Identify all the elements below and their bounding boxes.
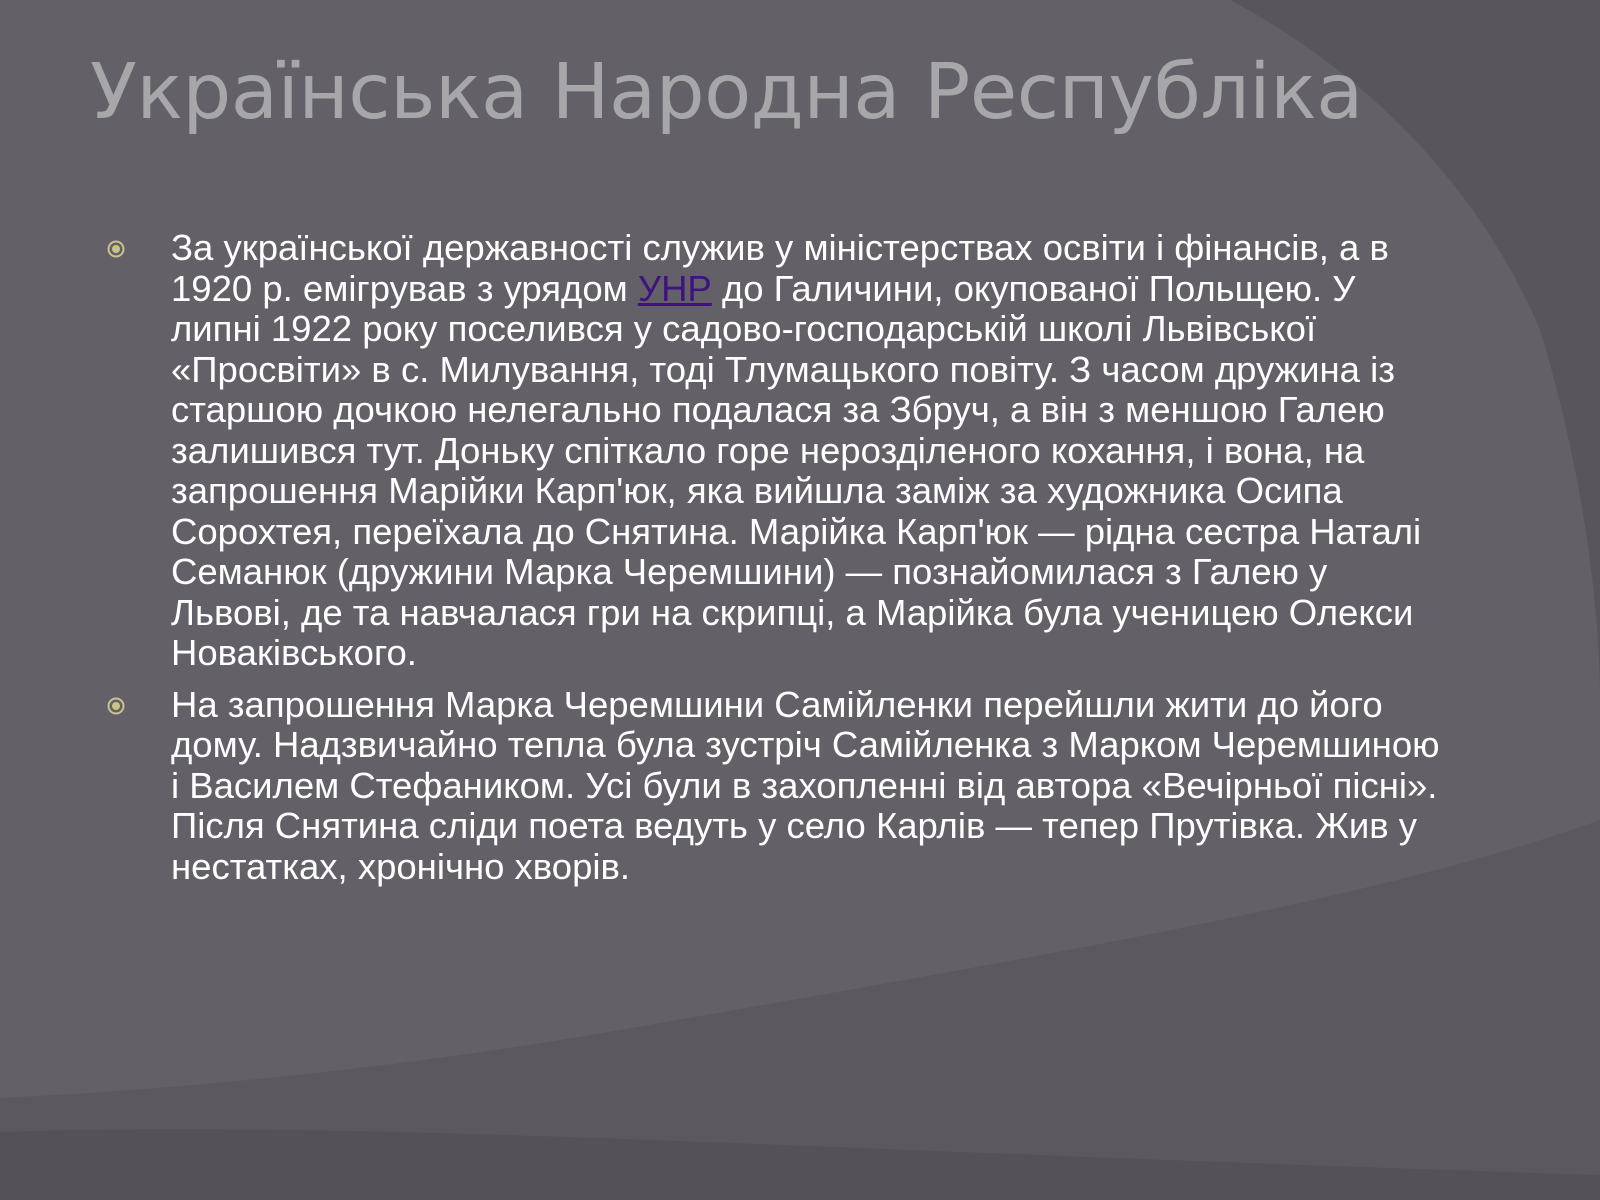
bullet-item: [100, 685, 1440, 888]
unr-link[interactable]: УНР: [637, 267, 712, 309]
bullet-text-end: до Галичини, окупованої Польщею. У липні 1922 року поселився у садово-господарській школі Львівської «Просвіти» в с. Милування, тоді Тлумацького повіту. З часом дружина із старшою дочкою нелегально подалася за Збруч, а він з меншою Галею залишився тут. Доньку спіткало горе нерозділеного кохання, і вона, на запрошення Марійки Карп'юк, яка вийшла заміж за художника Осипа Сорохтея, переїхала до Снятина. Марійка Карп'юк — рідна сестра Наталі Семанюк (дружини Марка Черемшини) — познайомилася з Галею у Львові, де та навчалася гри на скрипці, а Марійка була ученицею Олекси Новаківського.: [171, 267, 1422, 673]
bullet-text: На запрошення Марка Черемшини Самійленки перейшли жити до його дому. Надзвичайно тепла була зустріч Самійленка з Марком Черемшиною і Василем Стефаником. Усі були в захопленні від автора «Вечірньої пісні». Після Снятина сліди поета ведуть у село Карлів — тепер Прутівка. Жив у нестатках, хронічно хворів.: [171, 683, 1440, 887]
bullet-list: [100, 228, 1440, 898]
bullet-text: [171, 227, 1421, 673]
bullet-text-start: За української державності служив у міністерствах освіти і фінансів, а в 1920 р. емігрував з урядом: [171, 227, 1389, 309]
slide-title: Українська Народна Республіка: [90, 48, 1363, 137]
circle-dot-icon: [107, 240, 125, 258]
bullet-item: [100, 228, 1440, 674]
circle-dot-icon: [107, 697, 125, 715]
